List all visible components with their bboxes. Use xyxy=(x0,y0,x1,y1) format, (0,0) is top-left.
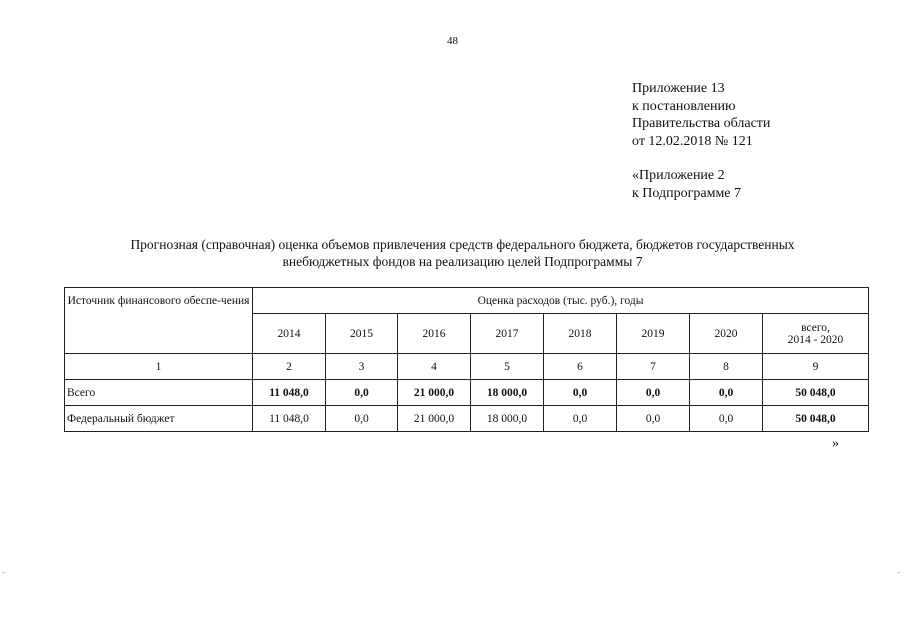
expense-header: Оценка расходов (тыс. руб.), годы xyxy=(253,288,869,314)
column-numbers-row xyxy=(65,354,869,380)
table-cell: 11 048,0 xyxy=(253,406,326,432)
appendix-spacer xyxy=(632,150,770,167)
total-header-line: всего, xyxy=(801,321,830,334)
table-cell: 18 000,0 xyxy=(471,406,544,432)
row-label: Всего xyxy=(65,380,253,406)
table-cell: 0,0 xyxy=(617,380,690,406)
financing-table xyxy=(64,287,869,432)
table-cell: 0,0 xyxy=(544,406,617,432)
appendix-line: от 12.02.2018 № 121 xyxy=(632,133,753,149)
table-cell: 0,0 xyxy=(690,380,763,406)
total-header-line: 2014 - 2020 xyxy=(787,333,844,346)
column-number: 8 xyxy=(690,354,763,380)
page-number: 48 xyxy=(447,35,458,47)
column-number: 4 xyxy=(398,354,471,380)
appendix-line: Правительства области xyxy=(632,116,771,131)
table-cell: 18 000,0 xyxy=(471,380,544,406)
source-header: Источник финансового обеспе-чения xyxy=(65,288,253,354)
column-number: 1 xyxy=(65,354,253,380)
appendix-line: Приложение 13 xyxy=(632,81,725,96)
column-number: 5 xyxy=(471,354,544,380)
header-row xyxy=(65,288,869,314)
column-number: 3 xyxy=(326,354,398,380)
table-cell: 21 000,0 xyxy=(398,406,471,432)
year-header: 2016 xyxy=(398,314,471,354)
table-cell: 0,0 xyxy=(617,406,690,432)
table-cell-total: 50 048,0 xyxy=(763,406,869,432)
year-header: 2020 xyxy=(690,314,763,354)
appendix-line: к Подпрограмме 7 xyxy=(632,185,742,201)
appendix-line: к постановлению xyxy=(632,98,736,114)
table-cell: 0,0 xyxy=(690,406,763,432)
column-number: 9 xyxy=(763,354,869,380)
column-number: 7 xyxy=(617,354,690,380)
column-number: 2 xyxy=(253,354,326,380)
closing-quote: » xyxy=(832,436,839,451)
year-header: 2015 xyxy=(326,314,398,354)
year-header: 2019 xyxy=(617,314,690,354)
table-row-total xyxy=(65,380,869,406)
year-header: 2018 xyxy=(544,314,617,354)
scan-edge-mark: - xyxy=(2,567,5,577)
table-cell-total: 50 048,0 xyxy=(763,380,869,406)
table-cell: 0,0 xyxy=(326,380,398,406)
table-cell: 21 000,0 xyxy=(398,380,471,406)
year-header: 2017 xyxy=(471,314,544,354)
table-cell: 0,0 xyxy=(544,380,617,406)
scan-edge-mark: - xyxy=(897,567,900,577)
appendix-line: «Приложение 2 xyxy=(632,168,725,183)
title-line: внебюджетных фондов на реализацию целей Подпрограммы 7 xyxy=(282,254,643,269)
year-header: 2014 xyxy=(253,314,326,354)
table-cell: 11 048,0 xyxy=(253,380,326,406)
table-cell: 0,0 xyxy=(326,406,398,432)
total-header xyxy=(763,314,869,354)
appendix-block xyxy=(632,80,770,202)
table-row-federal xyxy=(65,406,869,432)
row-label: Федеральный бюджет xyxy=(65,406,253,432)
title-line: Прогнозная (справочная) оценка объемов привлечения средств федерального бюджета, бюджетов государственных xyxy=(130,237,795,252)
document-title xyxy=(60,236,865,270)
column-number: 6 xyxy=(544,354,617,380)
